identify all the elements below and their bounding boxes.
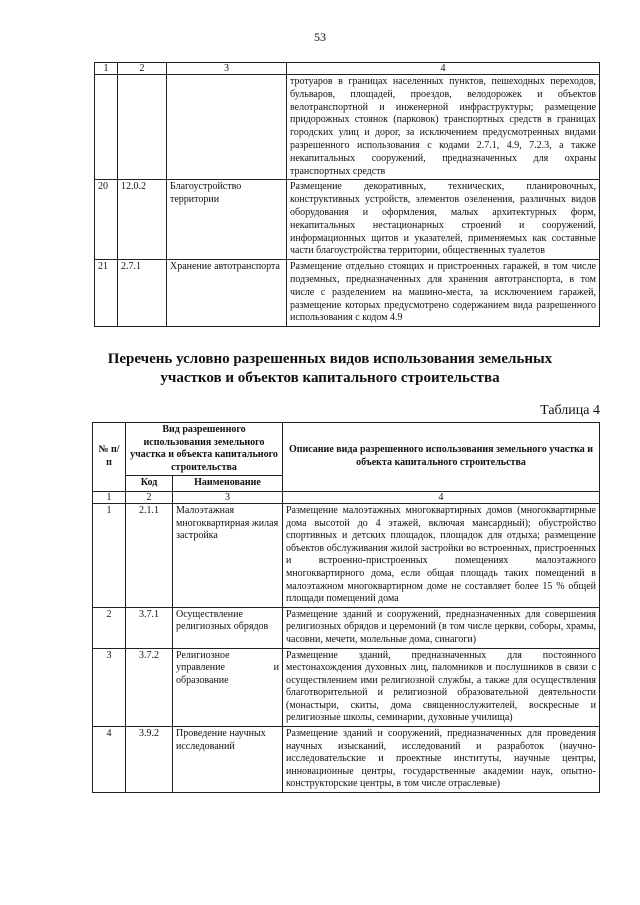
table-row [95, 180, 600, 260]
table-row [95, 75, 600, 180]
row-code: 2.1.1 [126, 503, 173, 607]
column-number-row [95, 63, 600, 75]
table-row [95, 260, 600, 327]
row-number: 2 [93, 607, 126, 648]
row-number: 4 [93, 727, 126, 793]
row-name [167, 75, 287, 180]
row-name: Религиозное управление и образование [173, 648, 283, 727]
header-name: Наименование [173, 476, 283, 492]
column-number-row [93, 491, 600, 503]
colnum-cell: 4 [287, 63, 600, 75]
row-description: Размещение отдельно стоящих и пристроенных гаражей, в том числе подземных, предназначенных для хранения автотранспорта, в том числе с разделением на машино-места, за исключением гаражей, размещение которых предусмотрено содержанием вида разрешенного использования с кодом 4.9 [287, 260, 600, 327]
row-number: 20 [95, 180, 118, 260]
table-header-row [93, 423, 600, 476]
row-description: Размещение зданий и сооружений, предназначенных для проведения научных изысканий, исследований и разработок (научно-исследовательские и проектные институты, научные центры, инновационные центры, государственные академии наук, опытно-конструкторские центры, в том числе отраслевые) [283, 727, 600, 793]
colnum-cell: 1 [95, 63, 118, 75]
row-name: Проведение научных исследований [173, 727, 283, 793]
row-name: Осуществление религиозных обрядов [173, 607, 283, 648]
table-row [93, 503, 600, 607]
row-number: 1 [93, 503, 126, 607]
header-description: Описание вида разрешенного использования земельного участка и объекта капитального строительства [283, 423, 600, 492]
header-kind: Вид разрешенного использования земельного участка и объекта капитального строительства [126, 423, 283, 476]
row-code: 2.7.1 [118, 260, 167, 327]
row-description: Размещение зданий, предназначенных для постоянного местонахождения духовных лиц, паломников и послушников в связи с осуществлением ими религиозной службы, а также для осуществления благотворительной и религиозной образовательной деятельности (монастыри, скиты, дома священнослужителей, воскресные и религиозные школы, семинарии, духовные училища) [283, 648, 600, 727]
row-number [95, 75, 118, 180]
header-code: Код [126, 476, 173, 492]
row-name: Благоустройство территории [167, 180, 287, 260]
table-row [93, 607, 600, 648]
row-code: 3.7.1 [126, 607, 173, 648]
row-name: Малоэтажная многоквартирная жилая застройка [173, 503, 283, 607]
section-title: Перечень условно разрешенных видов использования земельных участков и объектов капитального строительства [107, 351, 553, 386]
colnum-cell: 3 [173, 491, 283, 503]
table-row [93, 648, 600, 727]
row-number: 3 [93, 648, 126, 727]
colnum-cell: 4 [283, 491, 600, 503]
row-description: тротуаров в границах населенных пунктов, пешеходных переходов, бульваров, площадей, проездов, велодорожек и объектов велотранспортной и инженерной инфраструктуры; размещение придорожных стоянок (парковок) транспортных средств в границах городских улиц и дорог, за исключением предусмотренных видами разрешенного использования с кодами 2.7.1, 4.9, 7.2.3, а также некапитальных сооружений, предназначенных для охраны транспортных средств [287, 75, 600, 180]
row-description: Размещение зданий и сооружений, предназначенных для совершения религиозных обрядов и церемоний (в том числе церкви, соборы, храмы, часовни, мечети, молельные дома, синагоги) [283, 607, 600, 648]
colnum-cell: 1 [93, 491, 126, 503]
row-code [118, 75, 167, 180]
row-description: Размещение малоэтажных многоквартирных домов (многоквартирные дома высотой до 4 этажей, включая мансардный); обустройство спортивных и детских площадок, площадок для отдыха; размещение объектов обслуживания жилой застройки во встроенных, пристроенных и встроенно-пристроенных помещениях малоэтажного многоквартирного дома, если общая площадь таких помещений в малоэтажном многоквартирном доме не составляет более 15 % общей площади помещений дома [283, 503, 600, 607]
colnum-cell: 2 [126, 491, 173, 503]
table-label: Таблица 4 [540, 403, 600, 418]
header-number: № п/п [93, 423, 126, 492]
row-name: Хранение автотранспорта [167, 260, 287, 327]
row-code: 3.9.2 [126, 727, 173, 793]
conditional-land-use-table [92, 422, 600, 793]
row-description: Размещение декоративных, технических, планировочных, конструктивных устройств, элементов озеленения, различных видов оборудования и оформления, малых архитектурных форм, некапитальных нестационарных строений и сооружений, информационных щитов и указателей, применяемых как составные части благоустройства территории, общественных туалетов [287, 180, 600, 260]
row-code: 12.0.2 [118, 180, 167, 260]
colnum-cell: 3 [167, 63, 287, 75]
row-code: 3.7.2 [126, 648, 173, 727]
colnum-cell: 2 [118, 63, 167, 75]
table-row [93, 727, 600, 793]
page-number: 53 [314, 30, 326, 44]
row-number: 21 [95, 260, 118, 327]
land-use-table-continued [94, 62, 600, 327]
